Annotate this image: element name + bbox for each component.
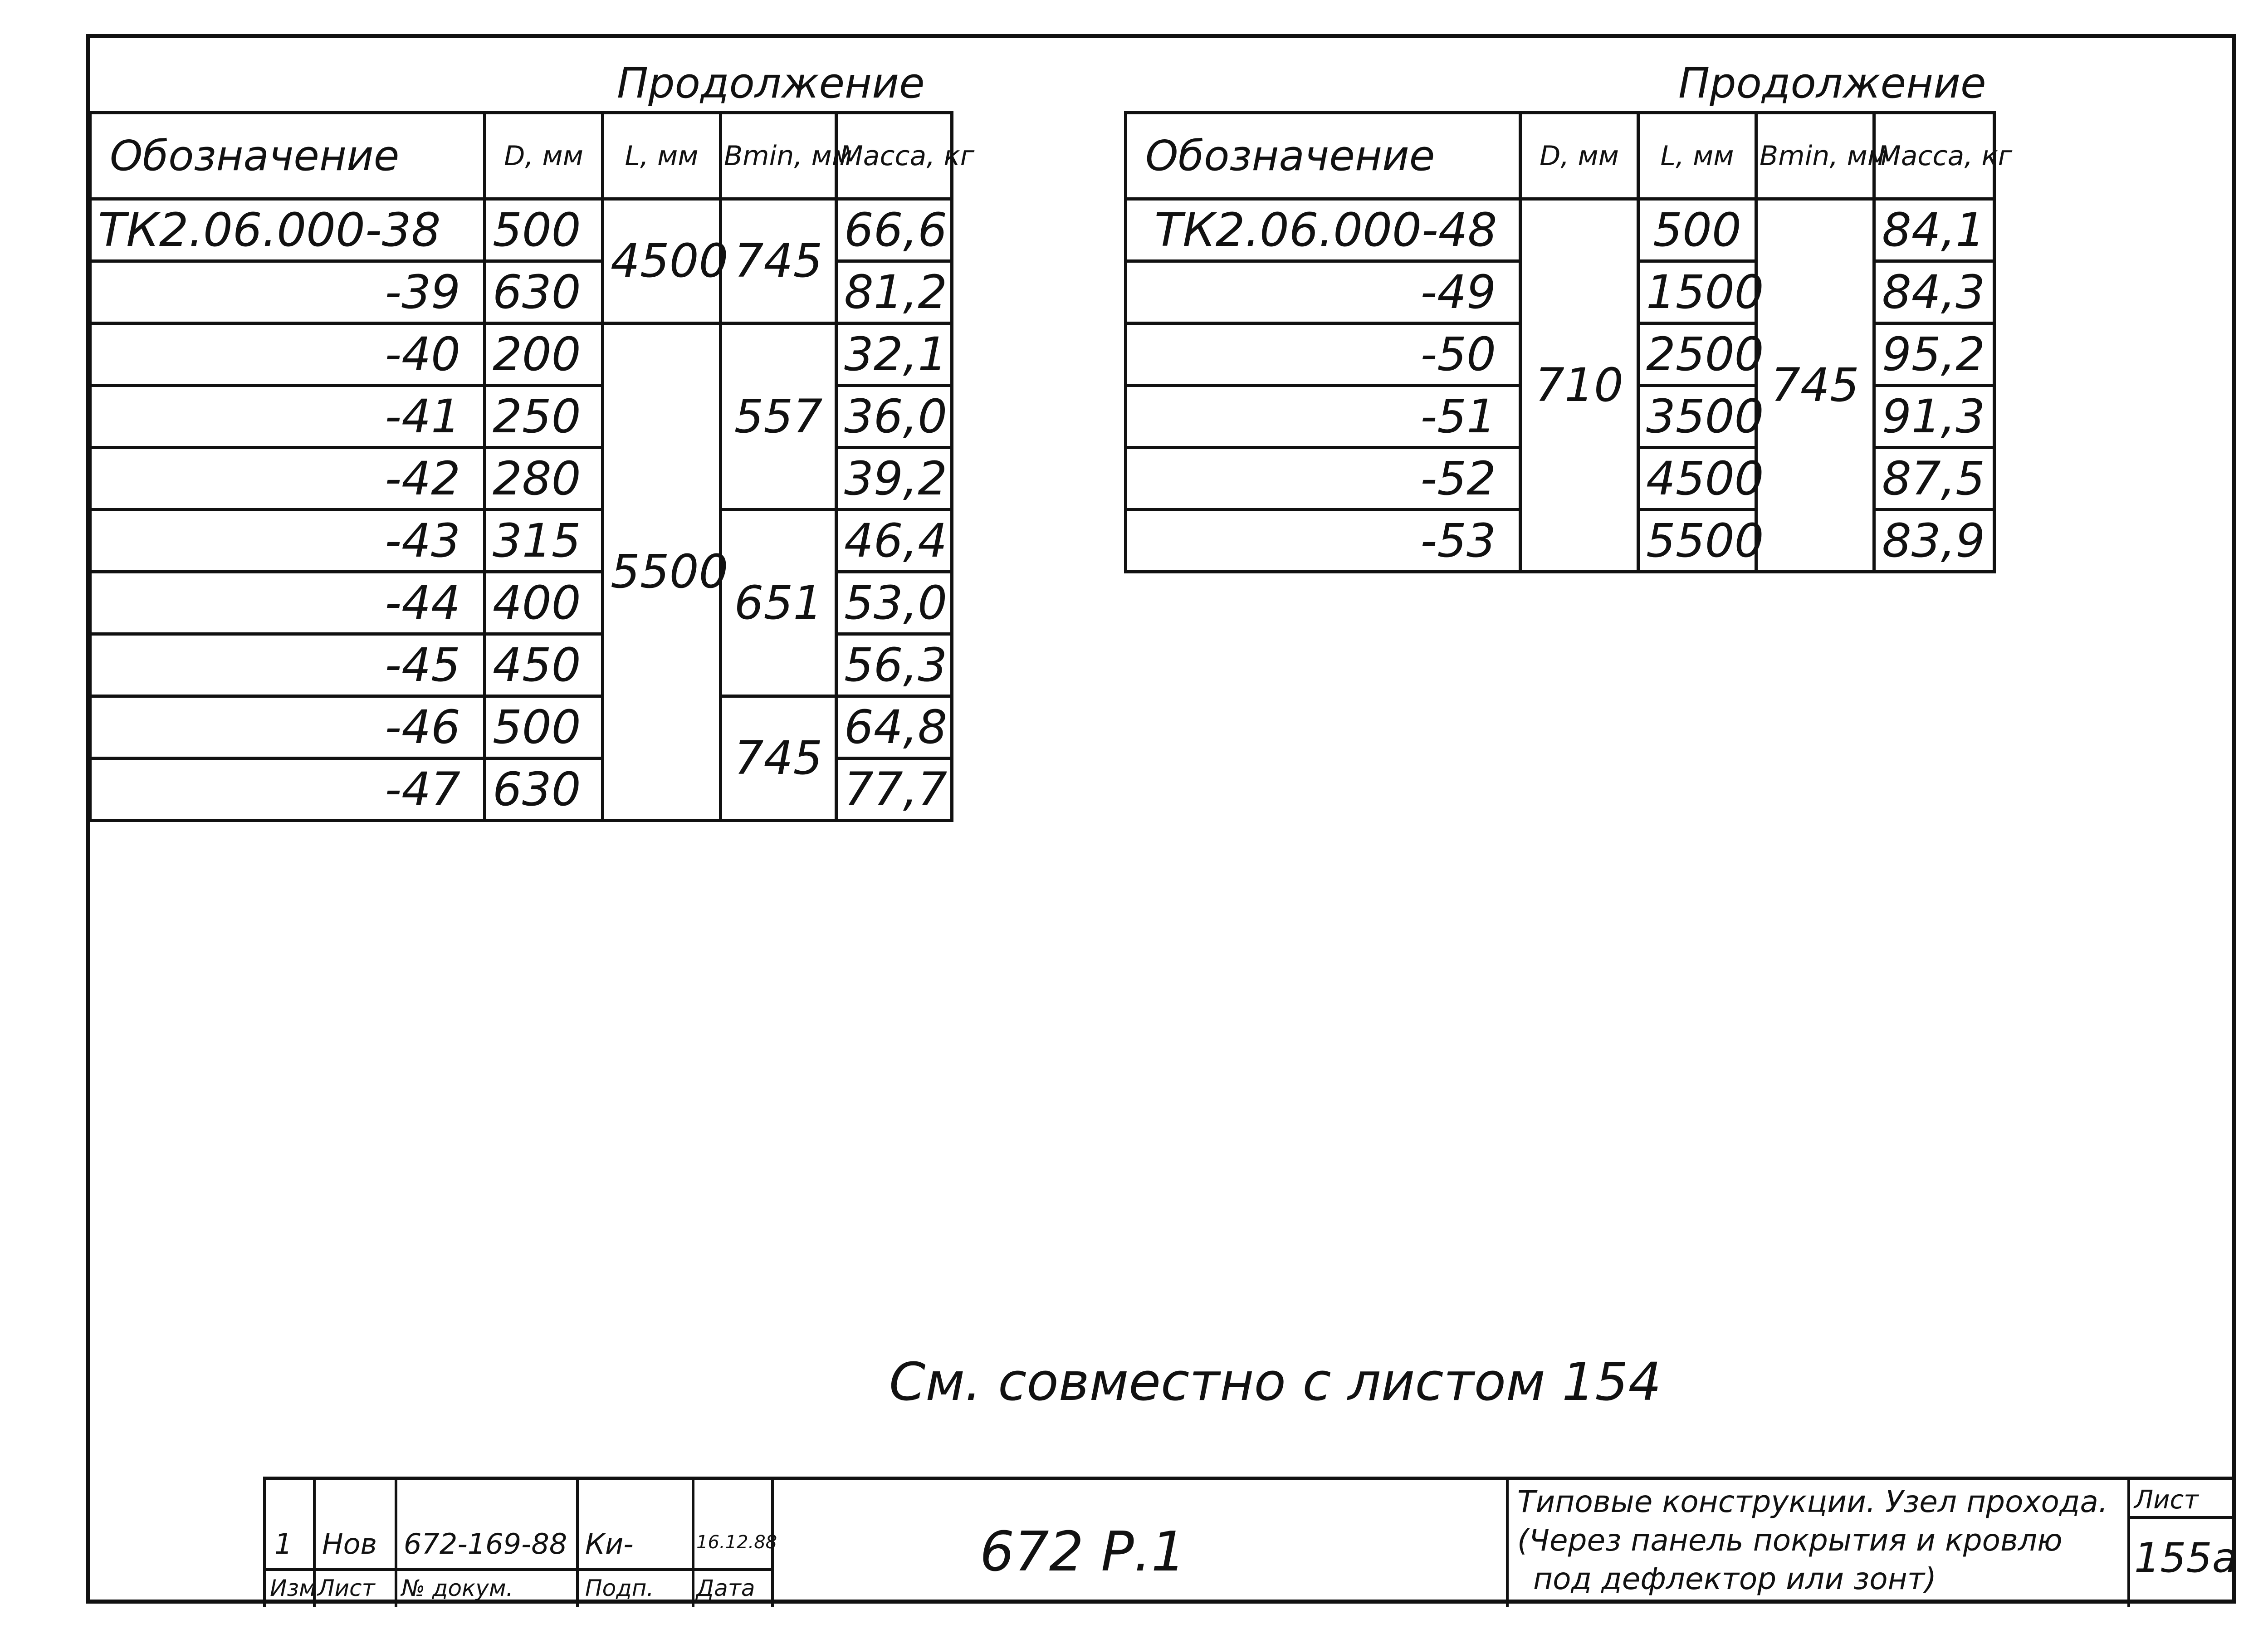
- designation-cell: -49: [1126, 261, 1520, 323]
- l-cell: 1500: [1638, 261, 1756, 323]
- title-block: [263, 1477, 2236, 1607]
- designation-cell: -43: [90, 510, 485, 572]
- header-bmin: Bmin, мм: [721, 113, 836, 199]
- mass-cell: 56,3: [836, 634, 952, 696]
- sheet-number: 155а: [2134, 1534, 2237, 1582]
- header-mass: Масса, кг: [1874, 113, 1994, 199]
- designation-cell: -44: [90, 572, 485, 634]
- change-number: 1: [274, 1527, 293, 1561]
- l-cell: 4500: [1638, 448, 1756, 510]
- label-signature: Подп.: [585, 1575, 654, 1601]
- table-row: [1126, 199, 1994, 261]
- change-sheet: Нов: [322, 1527, 377, 1561]
- table-row: [90, 510, 952, 572]
- mass-cell: 84,3: [1874, 261, 1994, 323]
- designation-cell: -45: [90, 634, 485, 696]
- left-continuation-label: Продолжение: [617, 59, 925, 108]
- d-cell: 450: [485, 634, 603, 696]
- mass-cell: 39,2: [836, 448, 952, 510]
- d-cell: 280: [485, 448, 603, 510]
- mass-cell: 53,0: [836, 572, 952, 634]
- l-cell: 5500: [1638, 510, 1756, 572]
- designation-cell: -52: [1126, 448, 1520, 510]
- description-line-1: Типовые конструкции. Узел прохода.: [1517, 1484, 2108, 1519]
- description-line-2: (Через панель покрытия и кровлю: [1517, 1523, 2063, 1558]
- designation-cell: -41: [90, 386, 485, 448]
- mass-cell: 81,2: [836, 261, 952, 323]
- header-designation: Обозначение: [90, 113, 485, 199]
- document-code: 672 Р.1: [980, 1521, 1186, 1584]
- change-date: 16.12.88: [696, 1532, 777, 1553]
- designation-cell: -40: [90, 323, 485, 386]
- bmin-cell: 651: [721, 510, 836, 696]
- header-d: D, мм: [485, 113, 603, 199]
- designation-cell: ТК2.06.000-48: [1126, 199, 1520, 261]
- header-bmin: Bmin, мм: [1756, 113, 1874, 199]
- bmin-cell: 745: [721, 696, 836, 821]
- d-cell: 400: [485, 572, 603, 634]
- change-document-number: 672-169-88: [404, 1527, 567, 1561]
- mass-cell: 66,6: [836, 199, 952, 261]
- header-mass: Масса, кг: [836, 113, 952, 199]
- header-d: D, мм: [1520, 113, 1638, 199]
- designation-cell: ТК2.06.000-38: [90, 199, 485, 261]
- mass-cell: 32,1: [836, 323, 952, 386]
- l-cell: 500: [1638, 199, 1756, 261]
- header-l: L, мм: [1638, 113, 1756, 199]
- description-line-3: под дефлектор или зонт): [1533, 1561, 1936, 1596]
- right-continuation-label: Продолжение: [1678, 59, 1986, 108]
- mass-cell: 83,9: [1874, 510, 1994, 572]
- bmin-cell: 745: [1756, 199, 1874, 572]
- mass-cell: 36,0: [836, 386, 952, 448]
- l-cell: 3500: [1638, 386, 1756, 448]
- mass-cell: 87,5: [1874, 448, 1994, 510]
- l-cell: 4500: [603, 199, 721, 323]
- l-cell: 5500: [603, 323, 721, 821]
- designation-cell: -46: [90, 696, 485, 758]
- designation-cell: -39: [90, 261, 485, 323]
- left-table: [88, 111, 975, 822]
- label-change: Изм: [270, 1575, 316, 1601]
- bmin-cell: 745: [721, 199, 836, 323]
- d-cell: 500: [485, 696, 603, 758]
- mass-cell: 46,4: [836, 510, 952, 572]
- table-row: [90, 199, 952, 261]
- d-cell: 315: [485, 510, 603, 572]
- l-cell: 2500: [1638, 323, 1756, 386]
- mass-cell: 64,8: [836, 696, 952, 758]
- see-also-note: См. совместно с листом 154: [889, 1352, 1662, 1413]
- mass-cell: 77,7: [836, 758, 952, 821]
- header-l: L, мм: [603, 113, 721, 199]
- change-signature: Ки-: [585, 1527, 634, 1561]
- right-table: [1124, 111, 2013, 573]
- mass-cell: 95,2: [1874, 323, 1994, 386]
- label-date: Дата: [696, 1575, 755, 1601]
- label-document: № докум.: [401, 1575, 513, 1601]
- bmin-cell: 557: [721, 323, 836, 510]
- sheet-label: Лист: [2134, 1485, 2199, 1515]
- mass-cell: 84,1: [1874, 199, 1994, 261]
- designation-cell: -53: [1126, 510, 1520, 572]
- table-row: [90, 696, 952, 758]
- label-sheet: Лист: [318, 1575, 375, 1601]
- designation-cell: -47: [90, 758, 485, 821]
- d-cell: 200: [485, 323, 603, 386]
- designation-cell: -51: [1126, 386, 1520, 448]
- header-designation: Обозначение: [1126, 113, 1520, 199]
- mass-cell: 91,3: [1874, 386, 1994, 448]
- d-cell: 500: [485, 199, 603, 261]
- d-cell: 630: [485, 261, 603, 323]
- table-row: [90, 323, 952, 386]
- d-cell: 630: [485, 758, 603, 821]
- d-cell: 710: [1520, 199, 1638, 572]
- designation-cell: -50: [1126, 323, 1520, 386]
- d-cell: 250: [485, 386, 603, 448]
- designation-cell: -42: [90, 448, 485, 510]
